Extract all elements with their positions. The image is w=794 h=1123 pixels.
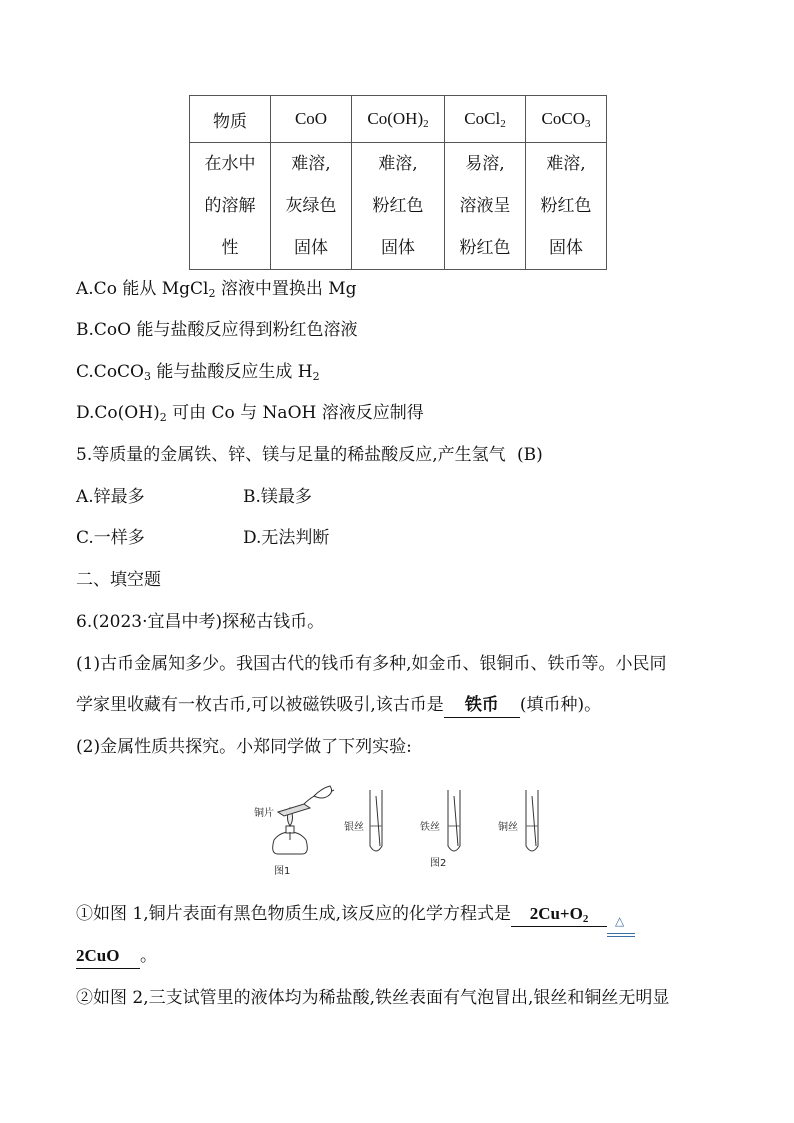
cell-line: 难溶,	[291, 154, 331, 174]
header-text: CoCl	[464, 109, 501, 128]
test-tube-silver	[370, 790, 382, 851]
alcohol-lamp	[273, 808, 308, 854]
subscript: 3	[144, 370, 151, 383]
answer-blank	[444, 693, 520, 718]
header-cell	[352, 96, 445, 143]
subscript: 2	[208, 287, 216, 300]
header-cell	[526, 96, 607, 143]
question-text: (1)古币金属知多少。我国古代的钱币有多种,如金币、银铜币、铁币等。小民同	[76, 654, 667, 674]
label-iron-wire: 铁丝	[420, 822, 440, 833]
label-fig2: 图2	[430, 858, 447, 869]
question-text: (2)金属性质共探究。小郑同学做了下列实验:	[76, 737, 412, 757]
question-text: 6.(2023·宜昌中考)探秘古钱币。	[76, 612, 325, 632]
table-cell	[352, 143, 445, 270]
answer-mark: (B)	[517, 445, 543, 465]
option-text: B.CoO 能与盐酸反应得到粉红色溶液	[76, 320, 358, 340]
header-text: CoO	[294, 109, 328, 128]
header-cell	[190, 96, 271, 143]
table-row	[190, 143, 607, 270]
question-6-stem	[76, 610, 324, 634]
question-text: ②如图 2,三支试管里的液体均为稀盐酸,铁丝表面有气泡冒出,银丝和铜丝无明显	[76, 988, 670, 1008]
test-tube-copper	[526, 790, 538, 851]
q6-sub1-line2	[76, 944, 157, 969]
question-text: 学家里收藏有一枚古币,可以被磁铁吸引,该古币是	[76, 695, 444, 715]
cell-line: 性	[221, 238, 239, 258]
double-line	[607, 933, 635, 937]
answer-text: 铁币	[464, 695, 499, 714]
cell-line: 粉红色	[372, 196, 424, 216]
cell-line: 难溶,	[378, 154, 418, 174]
subscript: 2	[159, 411, 167, 424]
q6-part1-line2	[76, 693, 601, 718]
label-copper-sheet: 铜片	[254, 808, 274, 819]
heat-condition: △	[615, 914, 625, 928]
q5-option-c	[76, 526, 145, 550]
cell-line: 固体	[549, 238, 583, 258]
section-title: 二、填空题	[76, 570, 161, 590]
question-text: ①如图 1,铜片表面有黑色物质生成,该反应的化学方程式是	[76, 904, 512, 924]
q6-part1-line1	[76, 652, 666, 676]
question-5-stem	[76, 443, 543, 467]
subscript: 2	[423, 118, 429, 130]
equation-blank	[76, 944, 140, 969]
option-text: B.镁最多	[243, 487, 312, 507]
table-header-row	[190, 96, 607, 143]
option-text: A.锌最多	[76, 487, 145, 507]
equation-blank	[511, 902, 607, 927]
copper-sheet	[278, 786, 334, 816]
cell-line: 难溶,	[546, 154, 586, 174]
option-text: C.一样多	[76, 528, 145, 548]
section-heading	[76, 568, 161, 592]
header-text: CoCO	[541, 109, 585, 128]
label-copper-wire: 铜丝	[498, 822, 518, 833]
q6-part2	[76, 735, 412, 759]
label-silver-wire: 银丝	[344, 822, 364, 833]
equation-text: 2CuO	[76, 946, 120, 965]
cell-line: 在水中	[204, 154, 256, 174]
solubility-table	[189, 95, 607, 270]
cell-line: 固体	[294, 238, 328, 258]
table-cell	[445, 143, 526, 270]
cell-line: 易溶,	[465, 154, 505, 174]
option-text: D.无法判断	[243, 528, 330, 548]
subscript: 2	[582, 913, 589, 925]
subscript: 2	[500, 118, 506, 130]
q5-option-b	[243, 485, 312, 509]
option-text: C.CoCO	[76, 362, 144, 382]
header-cell	[445, 96, 526, 143]
cell-line: 固体	[381, 238, 415, 258]
q6-sub2	[76, 986, 669, 1010]
cell-line: 溶液呈	[459, 196, 511, 216]
label-fig1: 图1	[274, 866, 291, 877]
row-label-cell	[190, 143, 271, 270]
subscript: 2	[312, 370, 320, 383]
q6-sub1-line1	[76, 902, 635, 927]
cell-line: 的溶解	[204, 196, 256, 216]
subscript: 3	[584, 118, 591, 130]
test-tube-iron	[448, 790, 460, 851]
option-d	[76, 401, 424, 425]
punctuation: 。	[140, 946, 157, 966]
option-text: A.Co 能从 MgCl	[76, 279, 209, 299]
experiment-figure	[248, 782, 548, 880]
q5-option-d	[243, 526, 329, 550]
header-text: Co(OH)	[367, 109, 424, 128]
table-cell	[526, 143, 607, 270]
option-b	[76, 318, 357, 342]
header-cell	[271, 96, 352, 143]
option-text: 溶液中置换出 Mg	[215, 279, 357, 299]
cell-line: 粉红色	[459, 238, 511, 258]
option-text: D.Co(OH)	[76, 403, 160, 423]
option-text: 能与盐酸反应生成 H	[151, 362, 313, 382]
option-c	[76, 360, 320, 384]
header-text: 物质	[213, 111, 247, 132]
table-cell	[271, 143, 352, 270]
cell-line: 灰绿色	[285, 196, 337, 216]
option-a	[76, 277, 357, 301]
question-text: (填币种)。	[519, 695, 602, 715]
equation-text: 2Cu+O	[529, 904, 583, 923]
cell-line: 粉红色	[540, 196, 592, 216]
question-text: 5.等质量的金属铁、锌、镁与足量的稀盐酸反应,产生氢气	[76, 445, 506, 465]
option-text: 可由 Co 与 NaOH 溶液反应制得	[166, 403, 424, 423]
q5-option-a	[76, 485, 145, 509]
